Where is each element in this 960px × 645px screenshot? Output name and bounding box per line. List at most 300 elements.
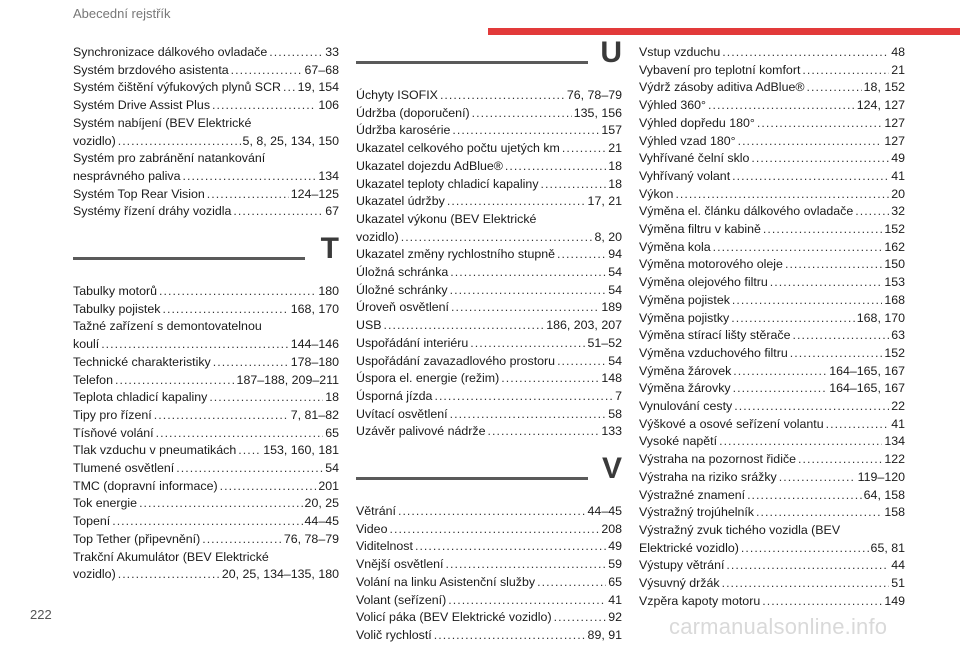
- dot-leader: [415, 538, 606, 556]
- index-entry: [356, 423, 622, 441]
- index-term: Výměna pojistky: [639, 310, 730, 325]
- index-entry: [639, 451, 905, 469]
- index-entry: [73, 301, 339, 319]
- index-entry: [356, 282, 622, 300]
- index-page-ref: 44–45: [304, 514, 339, 529]
- index-page-ref: 127: [884, 133, 905, 148]
- index-entry: [639, 292, 905, 310]
- index-term: koulí: [73, 337, 100, 352]
- dot-leader: [238, 442, 261, 460]
- index-column-3: [639, 44, 905, 611]
- index-entry-row: [73, 97, 339, 115]
- index-entry-row: [639, 416, 905, 434]
- dot-leader: [806, 79, 861, 97]
- index-page-ref: 157: [601, 123, 622, 138]
- index-term: Úložná schránka: [356, 265, 449, 280]
- index-page-ref: 54: [608, 353, 622, 368]
- index-entry: [356, 370, 622, 388]
- index-entry-row: [356, 176, 622, 194]
- index-term-line: Tažné zařízení s demontovatelnou: [73, 319, 262, 334]
- index-entry: [73, 97, 339, 115]
- index-term: Výhled dopředu 180°: [639, 115, 755, 130]
- index-term: Top Tether (připevnění): [73, 531, 201, 546]
- index-entry: [356, 87, 622, 105]
- index-term: Výstraha na pozornost řidiče: [639, 452, 797, 467]
- index-term: Výměna filtru v kabině: [639, 222, 761, 237]
- index-entry-row: [639, 203, 905, 221]
- index-term: Údržba (doporučení): [356, 105, 470, 120]
- index-entry-row: [73, 283, 339, 301]
- index-entry-row: [356, 317, 622, 335]
- index-term: Výměna pojistek: [639, 292, 730, 307]
- index-entry: [73, 79, 339, 97]
- dot-leader: [732, 168, 889, 186]
- index-term-line: Systém nabíjení (BEV Elektrické: [73, 115, 252, 130]
- index-entry-row: [356, 627, 622, 645]
- index-page-ref: 168, 170: [856, 310, 905, 325]
- index-term: Systém čištění výfukových plynů SCR: [73, 80, 281, 95]
- index-term: Uzávěr palivové nádrže: [356, 424, 486, 439]
- index-term: Větrání: [356, 504, 396, 519]
- index-page-ref: 65: [608, 574, 622, 589]
- index-entry-row: [639, 363, 905, 381]
- dot-leader: [557, 246, 606, 264]
- index-page-ref: 76, 78–79: [566, 88, 622, 102]
- index-term: Tlumené osvětlení: [73, 461, 175, 476]
- index-term: Uspořádání zavazadlového prostoru: [356, 353, 556, 368]
- index-entry: [356, 609, 622, 627]
- index-entry: [356, 556, 622, 574]
- index-entry: [639, 557, 905, 575]
- index-entry: [356, 264, 622, 282]
- index-page-ref: 18, 152: [863, 80, 905, 95]
- index-entry-row: [639, 327, 905, 345]
- index-term: Volant (seřízení): [356, 592, 447, 607]
- section-divider: [73, 257, 305, 260]
- dot-leader: [713, 239, 883, 257]
- index-term: Vybavení pro teplotní komfort: [639, 62, 801, 77]
- index-term: Systémy řízení dráhy vozidla: [73, 204, 232, 219]
- index-entry-row: [73, 62, 339, 80]
- index-term: Výměna žárovek: [639, 363, 732, 378]
- dot-leader: [118, 566, 220, 584]
- index-entry: [639, 469, 905, 487]
- index-entries: [73, 283, 339, 584]
- dot-leader: [708, 97, 855, 115]
- index-term: Výstraha na riziko srážky: [639, 469, 777, 484]
- index-entry-row: [639, 433, 905, 451]
- dot-leader: [447, 193, 586, 211]
- index-term: Vynulování cesty: [639, 399, 733, 414]
- index-term: Teplota chladicí kapaliny: [73, 390, 208, 405]
- index-term: Uspořádání interiéru: [356, 335, 469, 350]
- index-term: Volič rychlostí: [356, 627, 432, 642]
- dot-leader: [501, 370, 599, 388]
- index-entry: [356, 627, 622, 645]
- section-letter: T: [320, 232, 339, 266]
- index-term: Vysoké napětí: [639, 434, 718, 449]
- index-term: Výměna stírací lišty stěrače: [639, 328, 791, 343]
- index-term: Výstražný trojúhelník: [639, 505, 755, 520]
- index-entry: [73, 203, 339, 221]
- index-entry-row: [639, 487, 905, 505]
- index-page-ref: 63: [891, 328, 905, 343]
- section-letter: V: [601, 452, 622, 486]
- index-term: Volicí páka (BEV Elektrické vozidlo): [356, 610, 552, 625]
- dot-leader: [445, 556, 606, 574]
- index-entry-row: [356, 246, 622, 264]
- index-term: Elektrické vozidlo): [639, 540, 739, 555]
- index-entry: [639, 133, 905, 151]
- index-page-ref: 122: [884, 452, 905, 467]
- dot-leader: [472, 105, 572, 123]
- index-page-ref: 20, 25, 134–135, 180: [221, 567, 339, 582]
- index-entry: [356, 140, 622, 158]
- index-entry-row: [356, 574, 622, 592]
- index-page-ref: 17, 21: [587, 194, 622, 209]
- index-term: Výměna el. článku dálkového ovladače: [639, 204, 854, 219]
- index-term: Výdrž zásoby aditiva AdBlue®: [639, 80, 805, 95]
- dot-leader: [451, 299, 599, 317]
- index-entry-row: [356, 140, 622, 158]
- dot-leader: [450, 264, 606, 282]
- index-entry: [356, 388, 622, 406]
- index-entry: [73, 513, 339, 531]
- dot-leader: [448, 592, 606, 610]
- index-entry-row: [73, 442, 339, 460]
- index-entry-row: [639, 398, 905, 416]
- index-entry-row: [356, 503, 622, 521]
- index-page-ref: 65: [325, 425, 339, 440]
- index-entry-row: [639, 221, 905, 239]
- index-page-ref: 168: [884, 292, 905, 307]
- index-page-ref: 44: [891, 558, 905, 573]
- index-entry-row: [356, 423, 622, 441]
- page-number: 222: [30, 607, 52, 622]
- index-term: Vstup vzduchu: [639, 45, 721, 59]
- watermark: carmanualsonline.info: [669, 614, 888, 639]
- index-entry-row: [356, 264, 622, 282]
- dot-leader: [401, 229, 593, 247]
- index-entry: [356, 574, 622, 592]
- index-entry-row: [639, 150, 905, 168]
- index-entry-row: [73, 168, 339, 186]
- index-entry-row: [356, 370, 622, 388]
- dot-leader: [785, 256, 882, 274]
- section-header-u: [356, 36, 622, 87]
- index-entry-row: [356, 105, 622, 123]
- index-entry: [639, 310, 905, 328]
- index-page-ref: 49: [891, 151, 905, 166]
- dot-leader: [450, 282, 607, 300]
- index-page-ref: 7, 81–82: [290, 407, 339, 422]
- index-entry-row: [356, 388, 622, 406]
- index-entry-row: [639, 469, 905, 487]
- index-page-ref: 18: [325, 390, 339, 405]
- index-entry-row: [73, 389, 339, 407]
- dot-leader: [212, 97, 316, 115]
- index-page-ref: 41: [608, 592, 622, 607]
- dot-leader: [751, 150, 889, 168]
- index-entry-row: [356, 229, 622, 247]
- dot-leader: [112, 513, 302, 531]
- index-term: USB: [356, 318, 382, 333]
- index-entry: [639, 79, 905, 97]
- index-entry-row: [639, 115, 905, 133]
- index-term: vozidlo): [73, 567, 116, 582]
- index-entry: [356, 122, 622, 140]
- index-page-ref: 41: [891, 168, 905, 183]
- index-page-ref: 54: [608, 282, 622, 297]
- index-page-ref: 135, 156: [573, 105, 622, 120]
- index-page-ref: 164–165, 167: [829, 381, 905, 396]
- index-entry-row: [356, 299, 622, 317]
- index-entry: [73, 531, 339, 549]
- index-term: Ukazatel údržby: [356, 194, 445, 209]
- dot-leader: [452, 122, 599, 140]
- index-term-line: Výstražný zvuk tichého vozidla (BEV: [639, 522, 841, 537]
- index-term: Výměna kola: [639, 239, 711, 254]
- index-entry-row: [73, 186, 339, 204]
- dot-leader: [770, 274, 883, 292]
- dot-leader: [722, 575, 890, 593]
- index-page-ref: 58: [608, 406, 622, 421]
- index-term: Telefon: [73, 372, 113, 387]
- index-entry-row: [73, 203, 339, 221]
- dot-leader: [763, 221, 882, 239]
- index-term: Výškové a osové seřízení volantu: [639, 416, 824, 431]
- dot-leader: [213, 354, 289, 372]
- index-page-ref: 5, 8, 25, 134, 150: [242, 133, 339, 148]
- index-page-ref: 20, 25: [304, 496, 339, 511]
- index-entry-row: [639, 292, 905, 310]
- index-entry-row: [73, 460, 339, 478]
- index-entry-row: [639, 239, 905, 257]
- dot-leader: [207, 186, 289, 204]
- index-page-ref: 59: [608, 557, 622, 572]
- index-term: Video: [356, 521, 388, 536]
- index-entry-row: [356, 556, 622, 574]
- dot-leader: [487, 423, 599, 441]
- index-term: Volání na linku Asistenční služby: [356, 574, 536, 589]
- index-term: vozidlo): [356, 229, 399, 244]
- index-entry: [639, 487, 905, 505]
- index-page-ref: 7: [615, 388, 622, 403]
- index-entry-row: [639, 593, 905, 611]
- index-page-ref: 65, 81: [870, 540, 905, 555]
- index-entry-row: [73, 425, 339, 443]
- section-divider: [356, 477, 588, 480]
- index-entry: [639, 504, 905, 522]
- index-entry-row: [73, 478, 339, 496]
- index-term: Úroveň osvětlení: [356, 300, 449, 315]
- index-entry: [639, 363, 905, 381]
- index-entry: [356, 503, 622, 521]
- index-page-ref: 124–125: [290, 186, 339, 201]
- index-page-ref: 54: [325, 461, 339, 476]
- index-entry: [73, 425, 339, 443]
- dot-leader: [537, 574, 606, 592]
- index-entry: [639, 44, 905, 62]
- index-entry: [639, 345, 905, 363]
- index-entry-row: [73, 44, 339, 62]
- index-term: Topení: [73, 514, 111, 529]
- section-divider: [356, 61, 588, 64]
- index-page-ref: 187–188, 209–211: [236, 372, 339, 387]
- index-entry-row: [639, 186, 905, 204]
- index-column-1: [73, 44, 339, 584]
- index-term: Systém Top Rear Vision: [73, 186, 205, 201]
- index-entry: [73, 495, 339, 513]
- index-entry-row: [356, 335, 622, 353]
- index-page-ref: 127: [884, 115, 905, 130]
- index-entry-row: [639, 62, 905, 80]
- dot-leader: [269, 44, 323, 62]
- index-entry-row: [73, 336, 339, 354]
- index-page-ref: 119–120: [857, 469, 905, 484]
- index-entry-row: [639, 274, 905, 292]
- index-entry-row: [356, 353, 622, 371]
- index-page-ref: 164–165, 167: [829, 363, 905, 378]
- index-page-ref: 201: [318, 478, 339, 493]
- dot-leader: [209, 389, 323, 407]
- index-entry-row: [73, 495, 339, 513]
- index-page-ref: 124, 127: [856, 98, 905, 113]
- dot-leader: [505, 158, 606, 176]
- index-term: Úspora el. energie (režim): [356, 371, 500, 386]
- index-term: Úsporná jízda: [356, 388, 433, 403]
- index-page-ref: 21: [608, 141, 622, 156]
- index-term: Ukazatel změny rychlostního stupně: [356, 247, 556, 262]
- index-entry: [639, 522, 905, 557]
- dot-leader: [554, 609, 607, 627]
- index-entry-row: [73, 372, 339, 390]
- dot-leader: [675, 186, 889, 204]
- index-term: Výkon: [639, 186, 674, 201]
- index-term: Ukazatel celkového počtu ujetých km: [356, 141, 560, 156]
- index-entry: [73, 62, 339, 80]
- dot-leader: [557, 353, 606, 371]
- index-page-ref: 134: [318, 168, 339, 183]
- index-term: Výměna vzduchového filtru: [639, 345, 788, 360]
- dot-leader: [802, 62, 889, 80]
- index-page-ref: 208: [601, 521, 622, 536]
- index-entry-row: [356, 158, 622, 176]
- dot-leader: [756, 504, 882, 522]
- index-page-ref: 67: [325, 204, 339, 219]
- header-accent-bar: [488, 28, 960, 35]
- index-entry: [73, 372, 339, 390]
- dot-leader: [732, 292, 882, 310]
- dot-leader: [726, 557, 889, 575]
- dot-leader: [747, 487, 862, 505]
- index-entry: [356, 211, 622, 246]
- index-entry-row: [639, 540, 905, 558]
- index-entry: [356, 353, 622, 371]
- index-entry: [356, 538, 622, 556]
- index-page-ref: 106: [318, 98, 339, 113]
- index-page-ref: 148: [601, 371, 622, 386]
- dot-leader: [182, 168, 316, 186]
- dot-leader: [734, 398, 889, 416]
- dot-leader: [283, 79, 296, 97]
- dot-leader: [733, 363, 827, 381]
- index-term: Vyhřívaný volant: [639, 168, 731, 183]
- dot-leader: [389, 521, 599, 539]
- dot-leader: [383, 317, 544, 335]
- index-term: nesprávného paliva: [73, 168, 181, 183]
- index-entry: [73, 283, 339, 301]
- index-term-line: Systém pro zabránění natankování: [73, 151, 266, 166]
- dot-leader: [101, 336, 289, 354]
- index-entry: [356, 158, 622, 176]
- index-term-line: Ukazatel výkonu (BEV Elektrické: [356, 211, 537, 226]
- index-entry: [73, 44, 339, 62]
- index-term: Výstupy větrání: [639, 558, 725, 573]
- index-page-ref: 20: [891, 186, 905, 201]
- index-entry: [356, 299, 622, 317]
- index-term: Ukazatel teploty chladicí kapaliny: [356, 176, 539, 191]
- dot-leader: [738, 133, 883, 151]
- index-entry-row: [639, 451, 905, 469]
- index-entry-row: [73, 301, 339, 319]
- index-entry: [639, 115, 905, 133]
- index-entry: [356, 335, 622, 353]
- index-term: Výměna žárovky: [639, 381, 731, 396]
- index-entry-row: [639, 380, 905, 398]
- index-page-ref: 76, 78–79: [283, 531, 339, 546]
- dot-leader: [757, 115, 882, 133]
- dot-leader: [434, 388, 613, 406]
- index-term: Výstražné znamení: [639, 487, 746, 502]
- section-header-v: [356, 452, 622, 503]
- index-page-ref: 41: [891, 416, 905, 431]
- index-page-ref: 178–180: [290, 354, 339, 369]
- index-term: Systém Drive Assist Plus: [73, 98, 211, 113]
- index-entry-row: [639, 256, 905, 274]
- index-page-ref: 19, 154: [297, 80, 339, 95]
- dot-leader: [434, 627, 586, 645]
- index-term: Tipy pro řízení: [73, 407, 152, 422]
- index-term: Tok energie: [73, 496, 138, 511]
- index-entry-row: [356, 282, 622, 300]
- index-entry: [73, 115, 339, 150]
- index-entry: [639, 575, 905, 593]
- index-term: Tísňové volání: [73, 425, 154, 440]
- index-term: Výhled 360°: [639, 98, 706, 113]
- index-entry-row: [73, 133, 339, 151]
- index-term: Úložné schránky: [356, 282, 448, 297]
- index-entry-row: [356, 521, 622, 539]
- dot-leader: [779, 469, 856, 487]
- index-entry: [639, 239, 905, 257]
- index-term: Vzpěra kapoty motoru: [639, 593, 761, 608]
- index-term: Úchyty ISOFIX: [356, 88, 438, 102]
- dot-leader: [733, 380, 828, 398]
- index-entry: [73, 150, 339, 185]
- index-entry: [73, 442, 339, 460]
- index-entry: [639, 168, 905, 186]
- index-entry: [356, 592, 622, 610]
- index-page-ref: 8, 20: [594, 229, 622, 244]
- index-entry-row: [356, 592, 622, 610]
- dot-leader: [562, 140, 606, 158]
- index-entry-row: [639, 133, 905, 151]
- dot-leader: [741, 540, 869, 558]
- index-page-ref: 18: [608, 158, 622, 173]
- index-entry: [639, 416, 905, 434]
- index-entry-row: [73, 407, 339, 425]
